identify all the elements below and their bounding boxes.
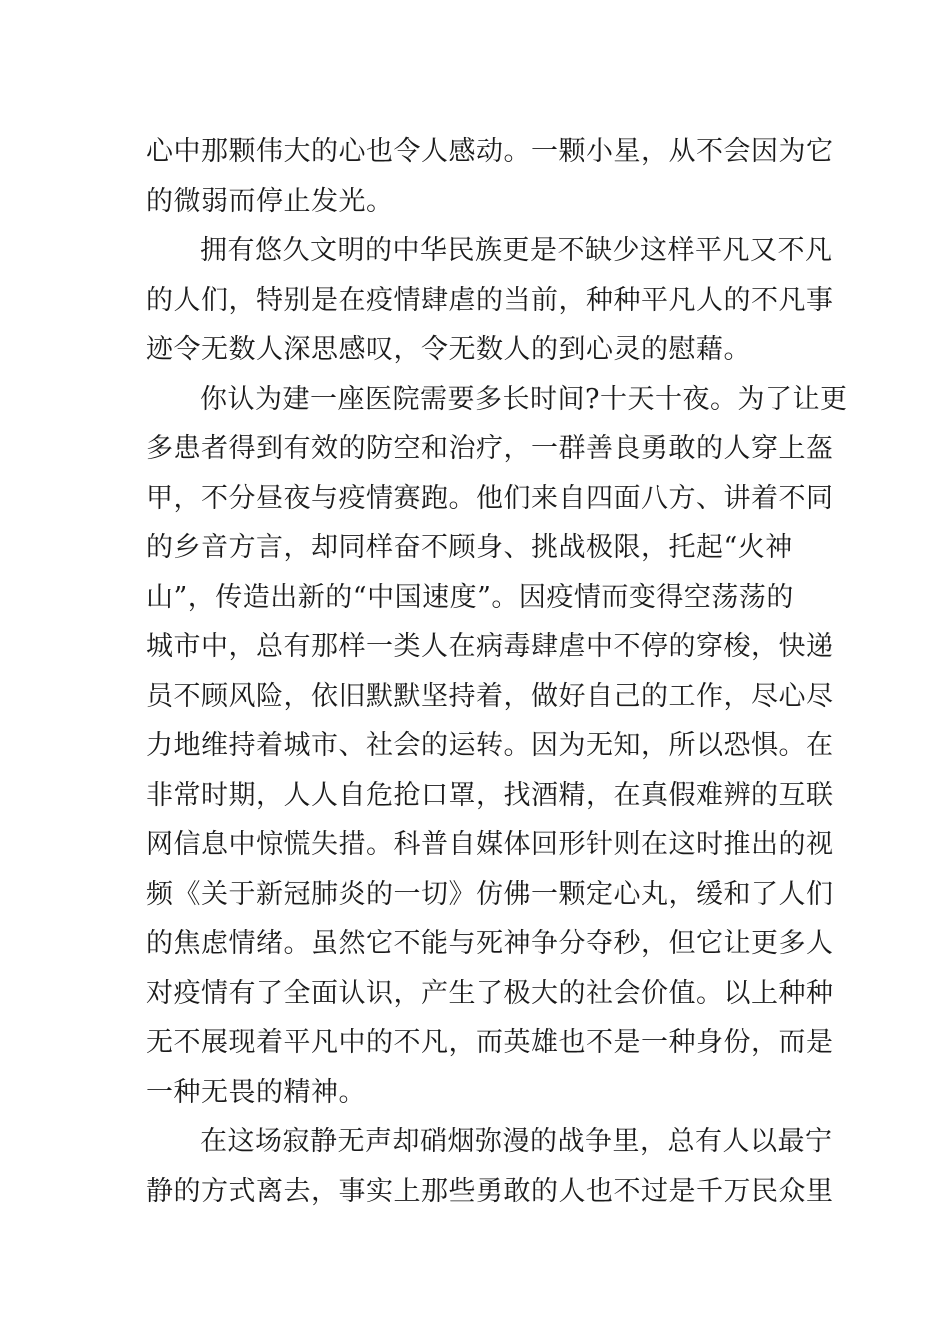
text-line: 甲，不分昼夜与疫情赛跑。他们来自四面八方、讲着不同 [146,482,834,514]
text-line: 频《关于新冠肺炎的一切》仿佛一颗定心丸，缓和了人们 [146,878,834,910]
text-line: 无不展现着平凡中的不凡，而英雄也不是一种身份，而是 [146,1027,834,1058]
text-line: 城市中，总有那样一类人在病毒肆虐中不停的穿梭，快递 [146,631,834,662]
text-line: 对疫情有了全面认识，产生了极大的社会价值。以上种种 [146,977,834,1009]
paragraph-first-line: 在这场寂静无声却硝烟弥漫的战争里，总有人以最宁 [200,1126,833,1157]
text-line: 非常时期，人人自危抢口罩，找酒精，在真假难辨的互联 [146,779,834,811]
text-line: 的微弱而停止发光。 [146,185,394,217]
text-line: 多患者得到有效的防空和治疗，一群善良勇敢的人穿上盔 [146,433,834,464]
text-line: 员不顾风险，依旧默默坚持着，做好自己的工作，尽心尽 [146,680,834,712]
text-line: 的人们，特别是在疫情肆虐的当前，种种平凡人的不凡事 [146,284,834,316]
text-line: 的焦虑情绪。虽然它不能与死神争分夺秒，但它让更多人 [146,928,834,959]
text-line: 力地维持着城市、社会的运转。因为无知，所以恐惧。在 [146,730,834,761]
text-line: 山”，传造出新的“中国速度”。因疫情而变得空荡荡的 [146,581,794,613]
text-line: 网信息中惊慌失措。科普自媒体回形针则在这时推出的视 [146,829,834,860]
text-line: 迹令无数人深思感叹，令无数人的到心灵的慰藉。 [146,334,751,365]
paragraph-first-line: 拥有悠久文明的中华民族更是不缺少这样平凡又不凡 [200,235,833,266]
text-line: 心中那颗伟大的心也令人感动。一颗小星，从不会因为它 [146,136,834,167]
text-line: 的乡音方言，却同样奋不顾身、挑战极限，托起“火神 [146,532,793,563]
text-line: 一种无畏的精神。 [146,1076,366,1108]
text-line: 静的方式离去，事实上那些勇敢的人也不过是千万民众里 [146,1175,834,1207]
document-body [146,127,848,1216]
paragraph-first-line: 你认为建一座医院需要多长时间?十天十夜。为了让更 [200,383,848,415]
